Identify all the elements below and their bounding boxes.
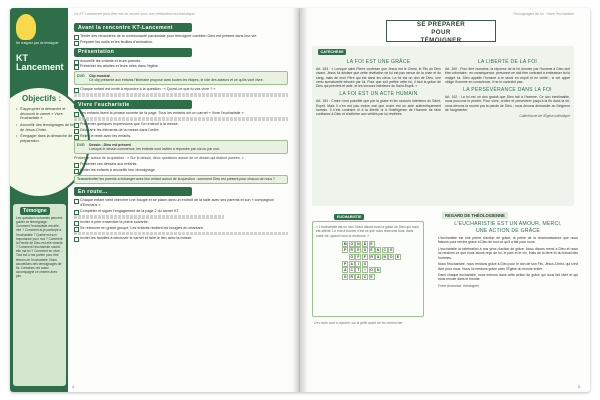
puzzle-cell: N xyxy=(376,268,380,273)
puzzle-cell xyxy=(402,254,408,260)
dvd-title: Dessin - Dieu est présent xyxy=(89,142,131,147)
temoin-text: Inviter les parents à échanger avec leur enfant autour de la question : comment Dieu est présent pour chacun de nous ? xyxy=(89,177,276,182)
objective-item: • Accueillir des témoignages de foi de Jésus-Christ. xyxy=(16,123,78,132)
puzzle-cell: R xyxy=(350,248,353,253)
text-filler xyxy=(74,93,288,97)
article-title-line-2: UNE ACTION DE GRÂCE xyxy=(475,227,541,234)
dvd-callout-2 xyxy=(74,140,288,154)
article-body xyxy=(438,236,578,376)
page-title xyxy=(16,54,66,73)
puzzle-cell: N xyxy=(357,241,360,246)
puzzle-cell: N xyxy=(383,255,386,260)
puzzle-cell: E xyxy=(396,255,400,260)
article-paragraph: L'eucharistie est une prière d'action de grâce, la prière de la reconnaissance que nous faisons pour rendre grâce à Dieu de tout ce qu'il a fait pour nous. xyxy=(438,236,578,245)
puzzle-question: « L'eucharistie est un don. Nous disons tous la grâce de Dieu qui nous est offerte. Le mot à trouver c'est ce que nous recevons tous, dans notre vie, quand nous la recevons. » xyxy=(316,225,419,238)
puzzle-caption: Ces mots sont à reporter sur la grille avant de les rechercher. xyxy=(314,321,404,325)
puzzle-cell xyxy=(402,267,408,273)
checklist-item: Compléter et signer l'engagement de la page 2 du carnet KT. xyxy=(74,209,288,214)
puzzle-cell: E xyxy=(370,241,373,246)
page-number-right: 5 xyxy=(577,385,580,389)
puzzle-cell xyxy=(402,261,408,267)
puzzle-cell xyxy=(336,267,342,273)
objectives-list xyxy=(16,107,78,145)
puzzle-cell: F xyxy=(363,255,366,260)
checklist-item: Tenter des rencontres de la communauté paroissiale pour témoigner combien Dieu est présent dans leur vie. xyxy=(74,34,288,39)
puzzle-cell: E xyxy=(370,274,373,279)
column-title: LA LIBERTÉ DE LA FOI xyxy=(477,59,538,65)
puzzle-cell: T xyxy=(357,268,360,273)
puzzle-cell: R xyxy=(370,255,373,260)
section-heading-en-route: En route... xyxy=(74,187,192,196)
section-heading-presentation: Présentation xyxy=(74,48,192,57)
article-paragraph: Nous l'eucharistie, nous rendons grâce à Dieu pour le don de son Fils, Jésus-Christ, qui s'est livré pour nous. Nous lui rendons grâce avec l'Église du monde entier. xyxy=(438,262,578,271)
puzzle-cell xyxy=(402,241,408,247)
column-text: Art. 160 : Pour être humaine, la réponse de la foi donnée par l'homme à Dieu doit être volontaire ; en conséquence, personne ne doit être contraint à embrasser la foi malgré lui. Dieu appelle l'homme à le servir en esprit et en vérité ; si cet appel oblige l'homme en conscience, il ne le contraint pas. xyxy=(445,67,570,84)
puzzle-cell: X xyxy=(363,261,367,266)
checklist-item: Accueillir les enfants et leurs parents. xyxy=(74,59,288,64)
dvd-text: Ce clip présente aux enfants l'itinéraire proposé avec toutes les étapes, le rôle des acteurs et ce qu'ils vont vivre. xyxy=(89,78,264,83)
temoigne-text: Les questions suivantes peuvent guider ce témoignage : Comment l'eucharistie est-elle née ? Comment ai-je participé à l'eucharistie ? Quelle est son importance pour moi ? Comment la Parole de Dieu est-elle vivante ? Comment l'eucharistie nourrit-elle ma foi ? Comment en vivre... Tout est à ma portée pour être témoin de l'eucharistie. Nous accueillons des témoignages de foi. Certaines ont aussi accompagné ce chemin avec joie. xyxy=(16,216,63,279)
checklist-item: Les enfants lisent la phrase ouverte de la page. Tous les enfants ont un carnet « Vivre l'eucharistie ». xyxy=(74,111,288,116)
puzzle-cell xyxy=(395,241,401,247)
banner-line-2: POUR xyxy=(431,29,451,37)
checklist-item: Préparer les outils et les feuilles d'animation. xyxy=(74,40,288,45)
puzzle-cell xyxy=(382,261,388,267)
article-paragraph: Dans chaque eucharistie, nous entrons dans cette action de grâce qui nous fait vivre et qui nous envoie dans le monde. xyxy=(438,272,578,282)
running-header: Témoignages de foi · Vivre l'eucharistie xyxy=(512,12,574,16)
puzzle-cell: P xyxy=(344,248,347,253)
banner-line-3: TÉMOIGNER xyxy=(420,37,462,45)
article-author: Frère Ambroise, théologien xyxy=(438,283,479,288)
puzzle-cell xyxy=(375,241,381,247)
dvd-title: Clip musical xyxy=(89,73,110,78)
puzzle-cell: O xyxy=(350,241,354,246)
puzzle-cell: A xyxy=(357,274,360,279)
column-source: Catéchisme de l'Église catholique xyxy=(519,114,570,118)
objective-item: • S'engager dans la démarche de préparation. xyxy=(16,134,78,143)
puzzle-cell xyxy=(395,247,401,253)
title-line-2: Lancement xyxy=(16,62,64,73)
column-text: Art. 162 : La foi est un don gratuit que Dieu fait à l'homme. Ce don inestimable, nous pouvons le perdre. Pour vivre, croître et persévérer jusqu'à la fin dans la foi, nous devons la nourrir par la parole de Dieu ; nous devons demander au Seigneur de l'augmenter. xyxy=(445,95,570,112)
puzzle-cell xyxy=(395,267,401,273)
puzzle-cell xyxy=(402,274,408,280)
word-puzzle xyxy=(312,221,424,317)
checklist-item: Chaque enfant vient chercher une bougie et se place dans un endroit de la salle avec ses parents et son « compagnon d'Emmaüs ». xyxy=(74,198,288,208)
temoin-tag: Temoin xyxy=(77,177,90,182)
puzzle-cell: F xyxy=(357,255,360,260)
puzzle-cell xyxy=(329,267,335,273)
checklist-item: Présenter ces dessins aux enfants. xyxy=(74,162,288,167)
article-title xyxy=(438,221,578,234)
column-subtitle: LA PERSÉVÉRANCE DANS LA FOI xyxy=(463,87,552,93)
puzzle-cell: G xyxy=(343,274,347,279)
puzzle-cell xyxy=(375,261,381,267)
puzzle-cell xyxy=(336,274,342,280)
puzzle-cell: A xyxy=(376,255,380,260)
checklist-item: Présenter les adultes et leurs rôles dans l'église. xyxy=(74,64,288,69)
puzzle-cell: N xyxy=(376,248,380,253)
checklist-item: Inviter les enfants à accueillir leur témoignage. xyxy=(74,168,288,173)
puzzle-cell xyxy=(369,261,375,267)
dvd-tag: DVD xyxy=(77,73,85,78)
puzzle-cell xyxy=(329,254,335,260)
puzzle-cell: I xyxy=(355,261,361,267)
puzzle-cell: O xyxy=(370,268,373,273)
puzzle-cell: E xyxy=(357,248,360,253)
theologienne-label: REGARD DE THÉOLOGIENNE xyxy=(442,212,508,219)
temoin-callout xyxy=(74,175,288,185)
column-title: LA FOI EST UNE GRÂCE xyxy=(346,59,411,65)
puzzle-cell xyxy=(336,241,342,247)
puzzle-cell: C xyxy=(363,274,367,279)
page-banner xyxy=(386,20,496,45)
puzzle-cell xyxy=(329,247,335,253)
puzzle-cell xyxy=(382,267,388,273)
puzzle-cell xyxy=(388,267,394,273)
title-line-1: KT xyxy=(16,53,28,63)
puzzle-cell xyxy=(388,261,394,267)
puzzle-cell: D xyxy=(390,255,393,260)
left-content xyxy=(74,20,288,386)
puzzle-cell: C xyxy=(350,268,353,273)
card-label: CATÉCHÈSE xyxy=(318,49,346,55)
column-text: Art. 154 : Croire n'est possible que par la grâce et les secours intérieurs du Saint-Esprit. Mais il n'en est pas moins vrai que croire est un acte authentiquement humain. Il n'est contraire ni à la liberté ni à l'intelligence de l'homme de faire confiance à Dieu et d'adhérer aux vérités par lui révélées. xyxy=(316,99,441,116)
right-page xyxy=(300,8,590,392)
checklist-item: Découvrir les éléments de la messe dans l'ordre. xyxy=(74,128,288,133)
eucharistie-label: EUCHARISTIE xyxy=(334,214,364,220)
article-title-line-1: L'EUCHARISTIE EST UN AMOUR, MERCI, xyxy=(454,221,562,227)
catechese-card xyxy=(312,46,574,206)
puzzle-cell: C xyxy=(383,248,386,253)
booklet-spread xyxy=(10,8,590,392)
puzzle-cell xyxy=(329,241,335,247)
puzzle-cell: E xyxy=(390,248,393,253)
puzzle-cell: M xyxy=(343,241,347,246)
puzzle-cell: O xyxy=(350,255,354,260)
column-left xyxy=(316,59,441,116)
puzzle-cell xyxy=(382,241,388,247)
puzzle-cell xyxy=(395,274,401,280)
checklist-item: Présenter quelques expressions que l'on entend à la messe. xyxy=(74,122,288,127)
logo-icon xyxy=(16,14,36,40)
checklist-item: Se retrouver en grand groupe. Les enfants récitent les bougies en chantant. xyxy=(74,226,288,231)
section-heading-vivre: Vivre l'eucharistie xyxy=(74,100,192,109)
section-heading-accueil: Avant la rencontre KT-Lancement xyxy=(74,23,192,32)
column-right xyxy=(445,59,570,118)
running-header: Ce KT Lancement peut être mis en œuvre sous une célébration eucharistique. xyxy=(74,12,196,16)
puzzle-cell xyxy=(329,261,335,267)
puzzle-cell: R xyxy=(350,274,353,279)
text-filler xyxy=(74,215,224,219)
checklist-item: Chaque enfant est invité à répondre à la question : « Qu'est-ce que tu vas vivre ? » xyxy=(74,87,288,92)
puzzle-cell xyxy=(329,274,335,280)
puzzle-grid xyxy=(329,241,407,280)
objective-item: • S'approprier la démarche et découvrir le carnet « Vivre l'eucharistie ». xyxy=(16,107,78,121)
banner-line-1: SE PRÉPARER xyxy=(416,21,466,28)
puzzle-cell xyxy=(402,247,408,253)
puzzle-cell xyxy=(375,274,381,280)
puzzle-cell xyxy=(342,254,348,260)
temoigne-title: Témoigne xyxy=(20,207,50,215)
column-text: Art. 153 : « Lorsque saint Pierre confesse que Jésus est le Christ, le Fils du Dieu vivant, Jésus lui déclare que cette révélation ne lui est pas venue de la chair et du sang, mais de mon Père qui est dans les cieux. La foi est un don de Dieu, une vertu surnaturelle infusée par lui. Pour que soit prêtée cette foi, il faut la grâce de Dieu qui prévient et aide, et les secours intérieurs du Saint-Esprit. » xyxy=(316,67,441,88)
puzzle-cell xyxy=(388,241,394,247)
dvd-callout xyxy=(74,71,288,85)
puzzle-cell: E xyxy=(370,248,373,253)
left-page xyxy=(10,8,300,392)
puzzle-cell xyxy=(382,274,388,280)
dvd-text: Lorsque le dessin commence, les enfants sont invités à répondre par oui ou par non. xyxy=(89,147,221,152)
checklist-item: Relire le texte avec les enfants. xyxy=(74,134,288,139)
dvd-tag: DVD xyxy=(77,142,85,147)
puzzle-cell xyxy=(336,247,342,253)
puzzle-cell: I xyxy=(362,267,368,273)
puzzle-cell: D xyxy=(363,241,367,246)
puzzle-cell: P xyxy=(344,261,347,266)
checklist-item: Inviter à prier ensemble la prière suivante. xyxy=(74,220,288,225)
article-paragraph: L'eucharistie la célébration à nos yeux d'action de grâce. Nous disons merci à Dieu et nous lui rendons ce que nous avons reçu de lui, le pain et le vin, fruits de la terre et du travail des hommes. xyxy=(438,246,578,260)
checklist-item: Inviter les familles à découvrir le carnet et faire le lien avec la messe. xyxy=(74,236,288,241)
puzzle-cell xyxy=(336,254,342,260)
puzzle-cell xyxy=(388,274,394,280)
puzzle-cell: A xyxy=(343,268,347,273)
objectives-title: Objectifs : xyxy=(22,94,62,103)
logo-text: Ne craignez pas de témoigner xyxy=(16,41,59,45)
puzzle-cell xyxy=(336,261,342,267)
puzzle-cell xyxy=(395,261,401,267)
column-subtitle: LA FOI EST UN ACTE HUMAIN xyxy=(339,91,418,98)
body-paragraph: Prolonger autour de la question : « Sur le dessin, deux questions autour de ce dessin qui étaient posées. » xyxy=(74,156,244,161)
page-number-left: 4 xyxy=(72,385,75,389)
text-filler xyxy=(74,232,288,236)
puzzle-cell: A xyxy=(350,261,353,266)
puzzle-cell: S xyxy=(363,248,367,253)
text-filler xyxy=(74,117,288,121)
